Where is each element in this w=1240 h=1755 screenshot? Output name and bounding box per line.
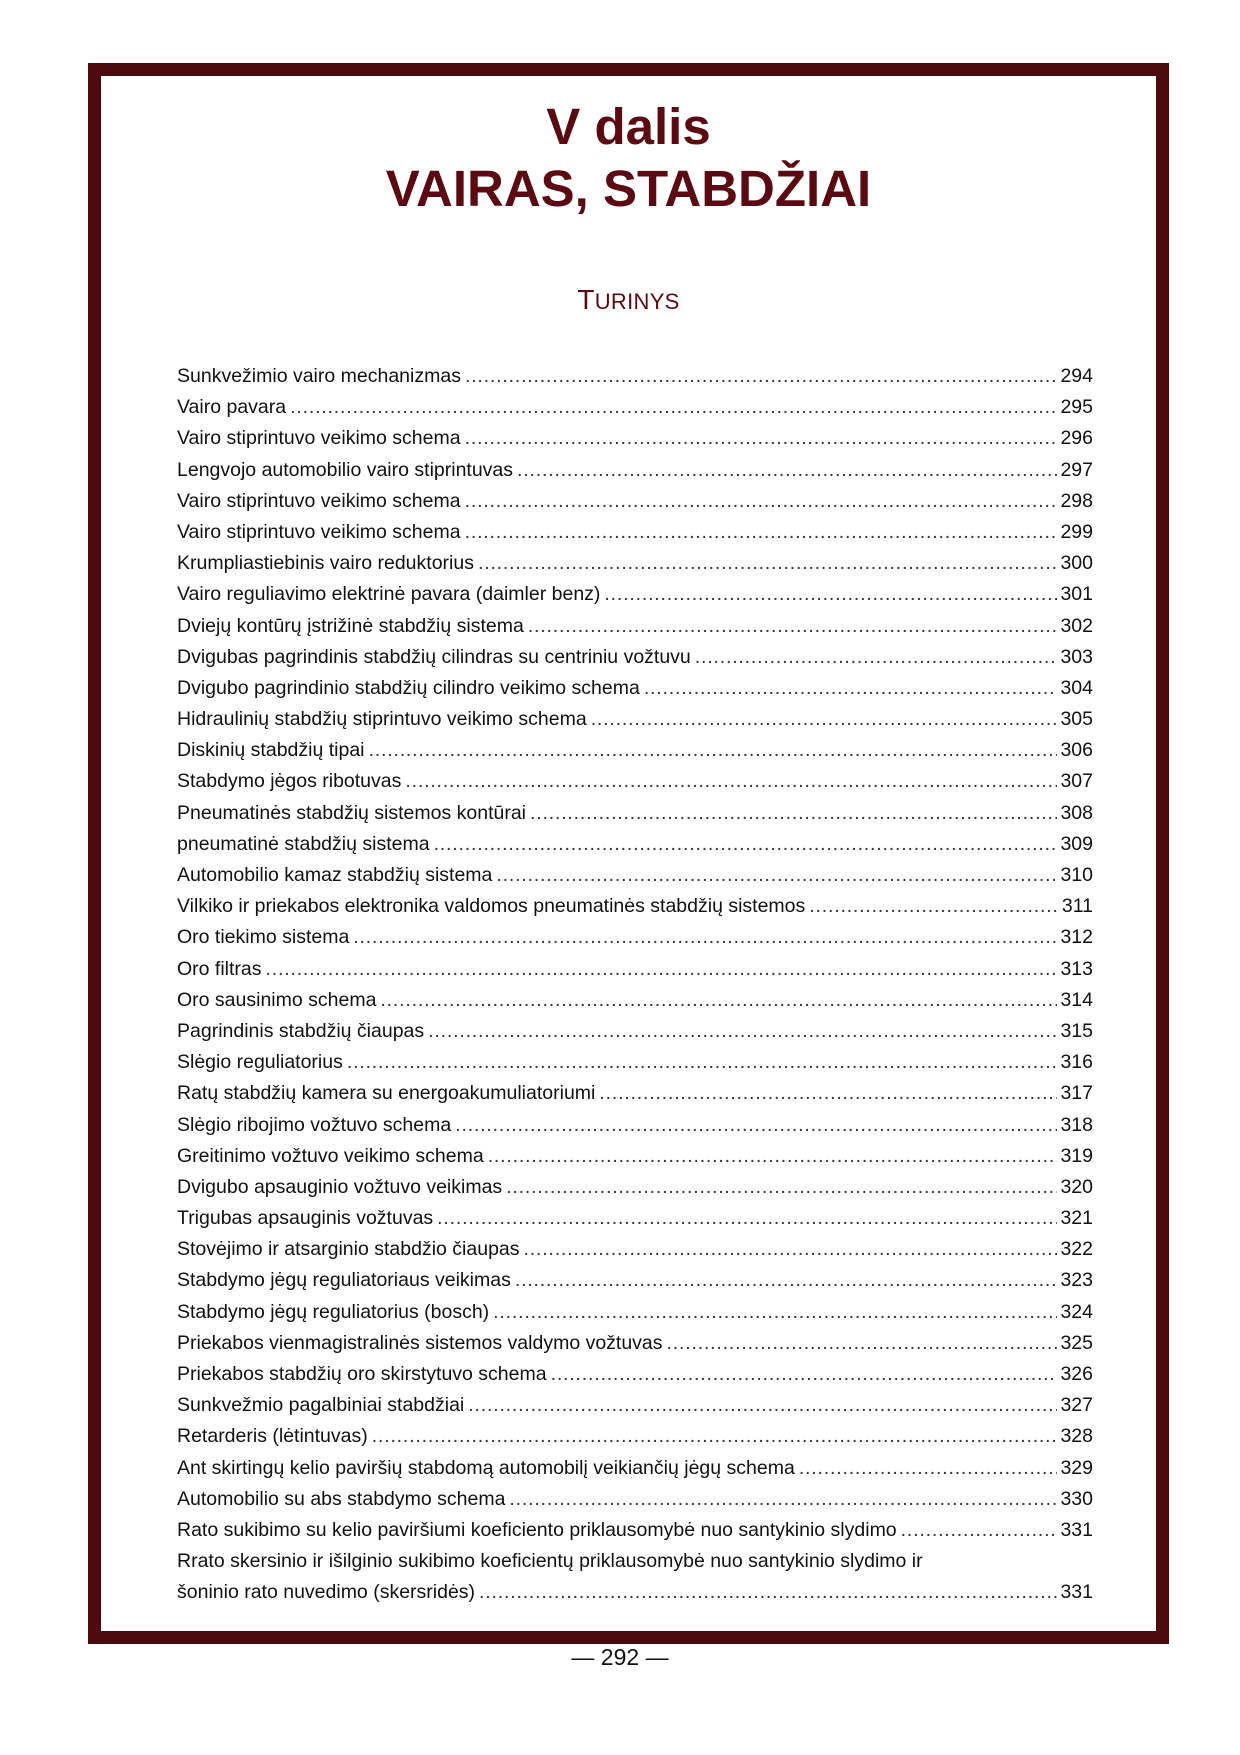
dot-leader	[695, 646, 1058, 669]
toc-entry	[177, 1082, 1093, 1113]
toc-entry-page: 295	[1060, 396, 1093, 419]
toc-entry	[177, 1114, 1093, 1145]
toc-entry-title: Rato sukibimo su kelio paviršiumi koeficiento priklausomybė nuo santykinio slydimo	[177, 1518, 897, 1541]
dot-leader	[509, 1488, 1057, 1511]
toc-entry-title: Ratų stabdžių kamera su energoakumuliatoriumi	[177, 1082, 596, 1105]
toc-entry	[177, 396, 1093, 427]
toc-entry-page: 298	[1060, 489, 1093, 512]
toc-entry-title: Retarderis (lėtintuvas)	[177, 1425, 368, 1448]
toc-entry-wrapped-line: Rrato skersinio ir išilginio sukibimo koeficientų priklausomybė nuo santykinio slydimo ir	[177, 1550, 923, 1573]
toc-entry	[177, 677, 1093, 708]
part-heading	[101, 96, 1156, 220]
toc-heading-rest: URINYS	[594, 289, 680, 314]
toc-entry	[177, 1145, 1093, 1176]
toc-entry	[177, 864, 1093, 895]
dot-leader	[799, 1457, 1058, 1480]
dot-leader	[437, 1207, 1057, 1230]
dot-leader	[347, 1051, 1058, 1074]
toc-entry	[177, 1488, 1093, 1519]
toc-entry-page: 324	[1060, 1300, 1093, 1323]
toc-entry-title: Hidraulinių stabdžių stiprintuvo veikimo schema	[177, 708, 587, 731]
toc-entry	[177, 1425, 1093, 1456]
dot-leader	[524, 1238, 1058, 1261]
dot-leader	[528, 615, 1058, 638]
dot-leader	[478, 552, 1057, 575]
toc-entry-title: Automobilio su abs stabdymo schema	[177, 1487, 506, 1510]
toc-entry	[177, 459, 1093, 490]
toc-entry-page: 327	[1060, 1394, 1093, 1417]
toc-entry-page: 300	[1060, 552, 1093, 575]
toc-entry-title: Vairo stiprintuvo veikimo schema	[177, 489, 461, 512]
toc-entry-page: 318	[1060, 1113, 1093, 1136]
toc-entry-page: 299	[1060, 520, 1093, 543]
toc-entry	[177, 1394, 1093, 1425]
dot-leader	[465, 365, 1058, 388]
toc-entry-page: 314	[1060, 988, 1093, 1011]
toc-entry-page: 313	[1060, 957, 1093, 980]
toc-entry-title: Slėgio ribojimo vožtuvo schema	[177, 1113, 452, 1136]
toc-entry-title: Krumpliastiebinis vairo reduktorius	[177, 552, 474, 575]
dot-leader	[530, 802, 1057, 825]
dot-leader	[380, 989, 1057, 1012]
toc-entry-page: 312	[1060, 926, 1093, 949]
dot-leader	[428, 1020, 1057, 1043]
toc-entry-page: 305	[1060, 708, 1093, 731]
toc-entry-title: Pagrindinis stabdžių čiaupas	[177, 1019, 425, 1042]
dot-leader	[266, 958, 1058, 981]
toc-entry-page: 297	[1060, 458, 1093, 481]
dot-leader	[353, 926, 1057, 949]
toc-entry-page: 317	[1060, 1082, 1093, 1105]
toc-entry-title: Ant skirtingų kelio paviršių stabdomą automobilį veikiančių jėgų schema	[177, 1456, 795, 1479]
toc-entry	[177, 989, 1093, 1020]
dot-leader	[290, 396, 1057, 419]
toc-entry	[177, 583, 1093, 614]
toc-entry-page: 310	[1060, 864, 1093, 886]
toc-entry-title: Oro tiekimo sistema	[177, 926, 350, 949]
toc-entry	[177, 895, 1093, 926]
dot-leader	[506, 1176, 1057, 1199]
toc-entry-title: Dvigubo pagrindinio stabdžių cilindro veikimo schema	[177, 676, 640, 699]
page-frame	[88, 63, 1169, 1644]
dot-leader	[604, 583, 1057, 606]
toc-entry-title: Stabdymo jėgų reguliatorius (bosch)	[177, 1300, 490, 1323]
toc-entry	[177, 490, 1093, 521]
toc-entry	[177, 1176, 1093, 1207]
toc-entry-title: Greitinimo vožtuvo veikimo schema	[177, 1144, 484, 1167]
toc-entry	[177, 521, 1093, 552]
toc-entry	[177, 1457, 1093, 1488]
toc-entry	[177, 615, 1093, 646]
toc-entry-page: 307	[1060, 770, 1093, 793]
toc-entry-page: 309	[1060, 832, 1093, 855]
toc-entry	[177, 552, 1093, 583]
toc-entry-page: 329	[1060, 1456, 1093, 1479]
toc-entry-title: Oro filtras	[177, 957, 262, 980]
toc-entry	[177, 1269, 1093, 1300]
toc-entry-page: 306	[1060, 739, 1093, 762]
toc-entry	[177, 926, 1093, 957]
toc-entry-title: Sunkvežmio pagalbiniai stabdžiai	[177, 1394, 465, 1417]
dot-leader	[493, 1301, 1057, 1324]
dot-leader	[479, 1581, 1057, 1604]
toc-entry-title: Dvigubo apsauginio vožtuvo veikimas	[177, 1175, 503, 1198]
dot-leader	[644, 677, 1058, 700]
dot-leader	[488, 1145, 1058, 1168]
toc-entry-page: 294	[1060, 365, 1093, 387]
toc-entry-title: Trigubas apsauginis vožtuvas	[177, 1207, 434, 1230]
dot-leader	[809, 895, 1059, 918]
toc-entry-title: Pneumatinės stabdžių sistemos kontūrai	[177, 801, 527, 824]
toc-entry	[177, 1301, 1093, 1332]
toc-entry	[177, 770, 1093, 801]
dot-leader	[465, 427, 1058, 450]
toc-entry	[177, 958, 1093, 989]
toc-entry-title: Lengvojo automobilio vairo stiprintuvas	[177, 458, 514, 481]
dot-leader	[667, 1332, 1058, 1355]
part-number: V dalis	[546, 98, 711, 155]
toc-entry-title: Stabdymo jėgų reguliatoriaus veikimas	[177, 1269, 511, 1292]
toc-entry-title: Oro sausinimo schema	[177, 988, 377, 1011]
toc-entry-title: šoninio rato nuvedimo (skersridės)	[177, 1581, 476, 1604]
dot-leader	[372, 1425, 1058, 1448]
dot-leader	[517, 459, 1057, 482]
dot-leader	[599, 1082, 1057, 1105]
toc-entry-page: 331	[1060, 1581, 1093, 1604]
toc-entry-title: Vairo pavara	[177, 396, 287, 419]
toc-entry-title: Priekabos vienmagistralinės sistemos valdymo vožtuvas	[177, 1331, 663, 1354]
toc-entry	[177, 1207, 1093, 1238]
toc-entry-page: 311	[1061, 895, 1093, 918]
dot-leader	[405, 770, 1057, 793]
toc-entry-page: 296	[1060, 427, 1093, 450]
toc-entry-title: Automobilio kamaz stabdžių sistema	[177, 864, 493, 886]
part-title: VAIRAS, STABDŽIAI	[385, 160, 872, 217]
toc-entry	[177, 739, 1093, 770]
toc-entry-title: Vilkiko ir priekabos elektronika valdomos pneumatinės stabdžių sistemos	[177, 895, 806, 918]
toc-heading-initial: T	[577, 284, 595, 315]
toc-entry-page: 321	[1060, 1207, 1093, 1230]
toc-entry-page: 326	[1060, 1363, 1093, 1385]
dot-leader	[515, 1269, 1058, 1292]
dot-leader	[591, 708, 1058, 731]
toc-entry	[177, 1581, 1093, 1612]
toc-entry-title: Priekabos stabdžių oro skirstytuvo schema	[177, 1363, 547, 1385]
toc-entry-title: Vairo reguliavimo elektrinė pavara (daimler benz)	[177, 583, 601, 606]
toc-entry-title: Diskinių stabdžių tipai	[177, 739, 365, 762]
toc-entry-page: 319	[1060, 1144, 1093, 1167]
toc-entry	[177, 708, 1093, 739]
toc-entry	[177, 427, 1093, 458]
toc-entry-page: 316	[1060, 1051, 1093, 1074]
toc-entry-page: 320	[1060, 1175, 1093, 1198]
toc-entry-title: Slėgio reguliatorius	[177, 1051, 343, 1074]
toc-entry-page: 322	[1060, 1238, 1093, 1261]
dot-leader	[901, 1519, 1058, 1542]
toc-entry-page: 315	[1060, 1019, 1093, 1042]
toc-entry-title: Stovėjimo ir atsarginio stabdžio čiaupas	[177, 1238, 520, 1261]
toc-entry-page: 301	[1060, 583, 1093, 606]
toc-entry-title: Vairo stiprintuvo veikimo schema	[177, 427, 461, 450]
dot-leader	[465, 521, 1058, 544]
toc-entry-title: Dvigubas pagrindinis stabdžių cilindras su centriniu vožtuvu	[177, 645, 691, 668]
page-number: — 292 —	[571, 1644, 669, 1670]
dot-leader	[434, 833, 1058, 856]
toc-entry-page: 323	[1060, 1269, 1093, 1292]
toc-entry	[177, 1238, 1093, 1269]
toc-entry	[177, 802, 1093, 833]
toc-entry-title: Vairo stiprintuvo veikimo schema	[177, 520, 461, 543]
dot-leader	[369, 739, 1058, 762]
toc-entry-page: 302	[1060, 614, 1093, 637]
toc-entry-page: 304	[1060, 676, 1093, 699]
toc-entry-page: 328	[1060, 1425, 1093, 1448]
toc-entry-page: 325	[1060, 1331, 1093, 1354]
toc-entry	[177, 1051, 1093, 1082]
dot-leader	[496, 864, 1057, 887]
toc-entry	[177, 365, 1093, 396]
toc-entry-page: 308	[1060, 801, 1093, 824]
toc-entry-title: Stabdymo jėgos ribotuvas	[177, 770, 402, 793]
toc-entry	[177, 833, 1093, 864]
toc-entry-page: 303	[1060, 645, 1093, 668]
dot-leader	[455, 1114, 1057, 1137]
toc-entry-title: Sunkvežimio vairo mechanizmas	[177, 365, 461, 387]
toc-entry	[177, 646, 1093, 677]
toc-entry-title: pneumatinė stabdžių sistema	[177, 832, 430, 855]
toc-entry-page: 330	[1060, 1487, 1093, 1510]
dot-leader	[465, 490, 1058, 513]
toc-entry	[177, 1363, 1093, 1394]
toc-entry-page: 331	[1060, 1518, 1093, 1541]
toc-entry	[177, 1519, 1093, 1550]
dot-leader	[551, 1363, 1058, 1386]
toc-entry-title: Dviejų kontūrų įstrižinė stabdžių sistema	[177, 614, 524, 637]
toc-heading	[101, 284, 1156, 316]
table-of-contents	[177, 365, 1093, 1613]
dot-leader	[468, 1394, 1057, 1417]
toc-entry	[177, 1020, 1093, 1051]
toc-entry	[177, 1332, 1093, 1363]
